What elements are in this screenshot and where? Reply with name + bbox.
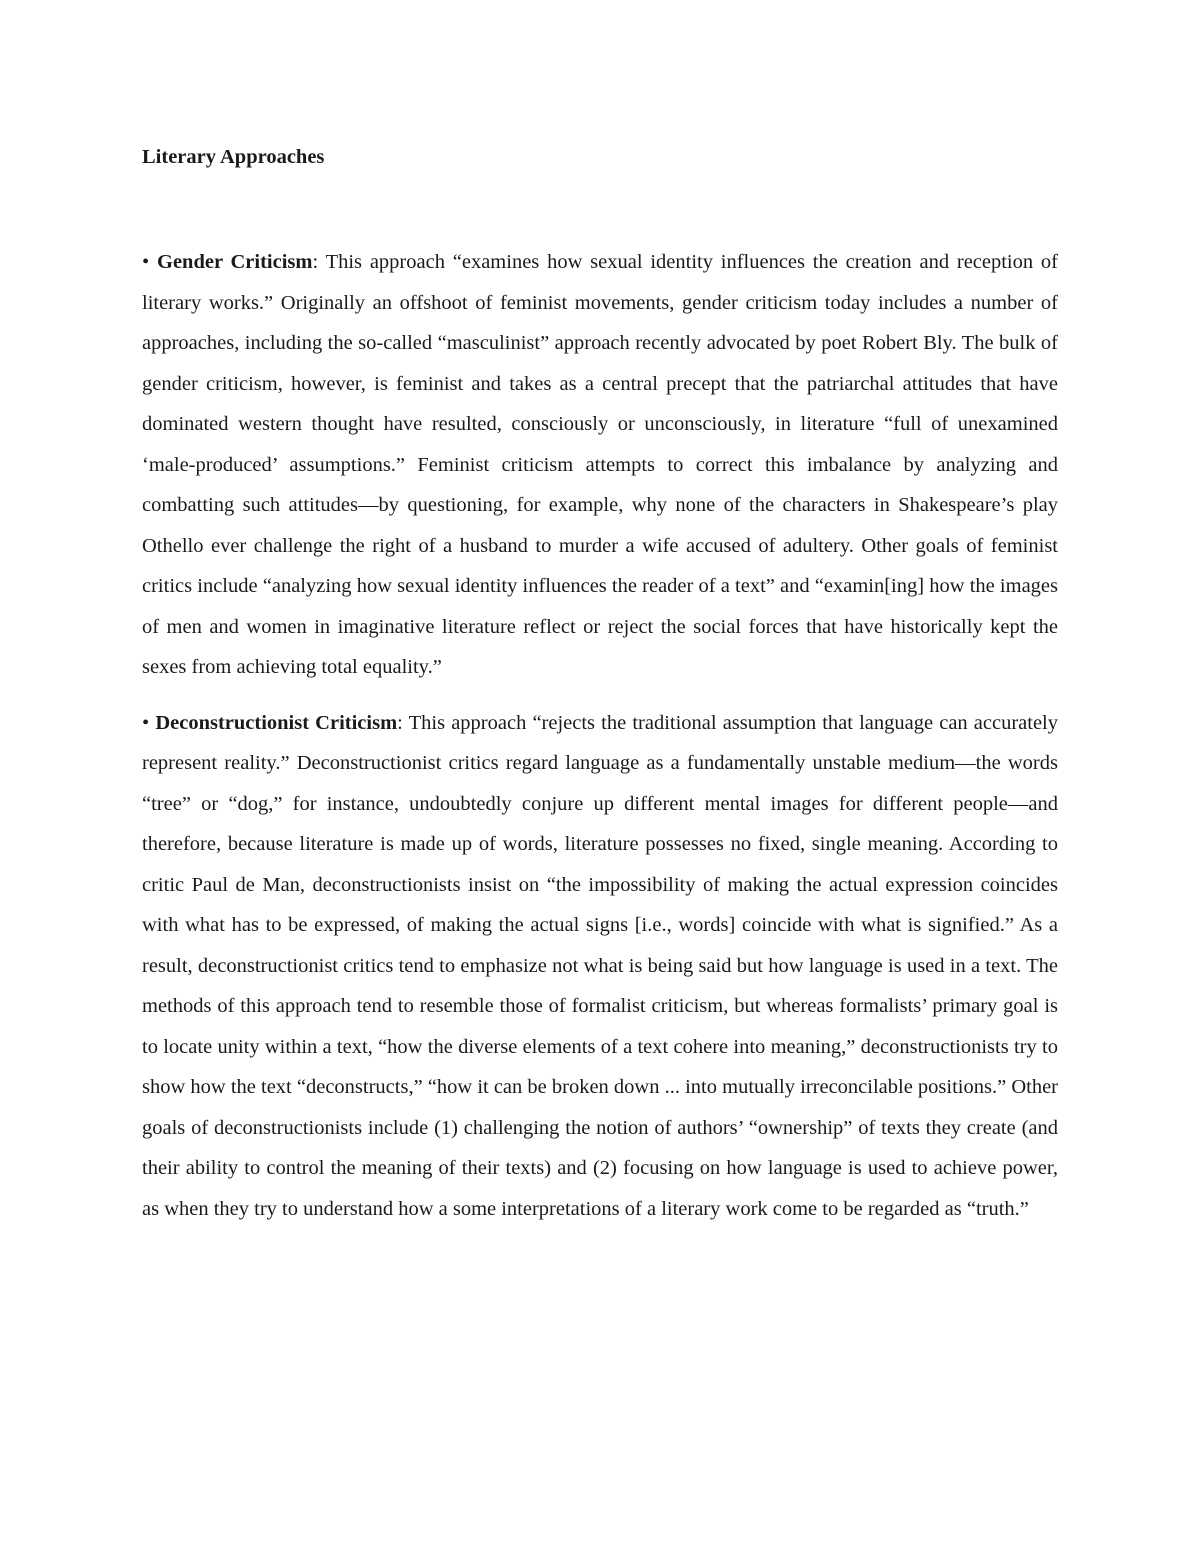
entry-deconstructionist-criticism bbox=[142, 703, 1058, 1230]
term-colon: : bbox=[397, 711, 403, 734]
term-colon: : bbox=[312, 251, 319, 273]
entry-term: Deconstructionist Criticism bbox=[155, 711, 398, 734]
document-page bbox=[142, 142, 1058, 1229]
document-title: Literary Approaches bbox=[142, 146, 325, 168]
entry-gender-criticism bbox=[142, 242, 1058, 688]
bullet-marker: • bbox=[142, 711, 150, 734]
entry-body: This approach “examines how sexual identity influences the creation and reception of literary works.” Originally an offshoot of feminist movements, gender criticism today includes a number of approaches, including the so-called “masculinist” approach recently advocated by poet Robert Bly. The bulk of gender criticism, however, is feminist and takes as a central precept that the patriarchal attitudes that have dominated western thought have resulted, consciously or unconsciously, in literature “full of unexamined ‘male-produced’ assumptions.” Feminist criticism attempts to correct this imbalance by analyzing and combatting such attitudes—by questioning, for example, why none of the characters in Shakespeare’s play Othello ever challenge the right of a husband to murder a wife accused of adultery. Other goals of feminist critics include “analyzing how sexual identity influences the reader of a text” and “examin[ing] how the images of men and women in imaginative literature reflect or reject the social forces that have historically kept the sexes from achieving total equality.” bbox=[142, 251, 1059, 678]
entry-body: This approach “rejects the traditional assumption that language can accurately represent reality.” Deconstructionist critics regard language as a fundamentally unstable medium—the words “tree” or “dog,” for instance, undoubtedly conjure up different mental images for different people—and therefore, because literature is made up of words, literature possesses no fixed, single meaning. According to critic Paul de Man, deconstructionists insist on “the impossibility of making the actual expression coincides with what has to be expressed, of making the actual signs [i.e., words] coincide with what is signified.” As a result, deconstructionist critics tend to emphasize not what is being said but how language is used in a text. The methods of this approach tend to resemble those of formalist criticism, but whereas formalists’ primary goal is to locate unity within a text, “how the diverse elements of a text cohere into meaning,” deconstructionists try to show how the text “deconstructs,” “how it can be broken down ... into mutually irreconcilable positions.” Other goals of deconstructionists include (1) challenging the notion of authors’ “ownership” of texts they create (and their ability to control the meaning of their texts) and (2) focusing on how language is used to achieve power, as when they try to understand how a some interpretations of a literary work come to be regarded as “truth.” bbox=[142, 711, 1059, 1220]
bullet-marker: • bbox=[142, 251, 150, 273]
entry-term: Gender Criticism bbox=[157, 251, 313, 273]
